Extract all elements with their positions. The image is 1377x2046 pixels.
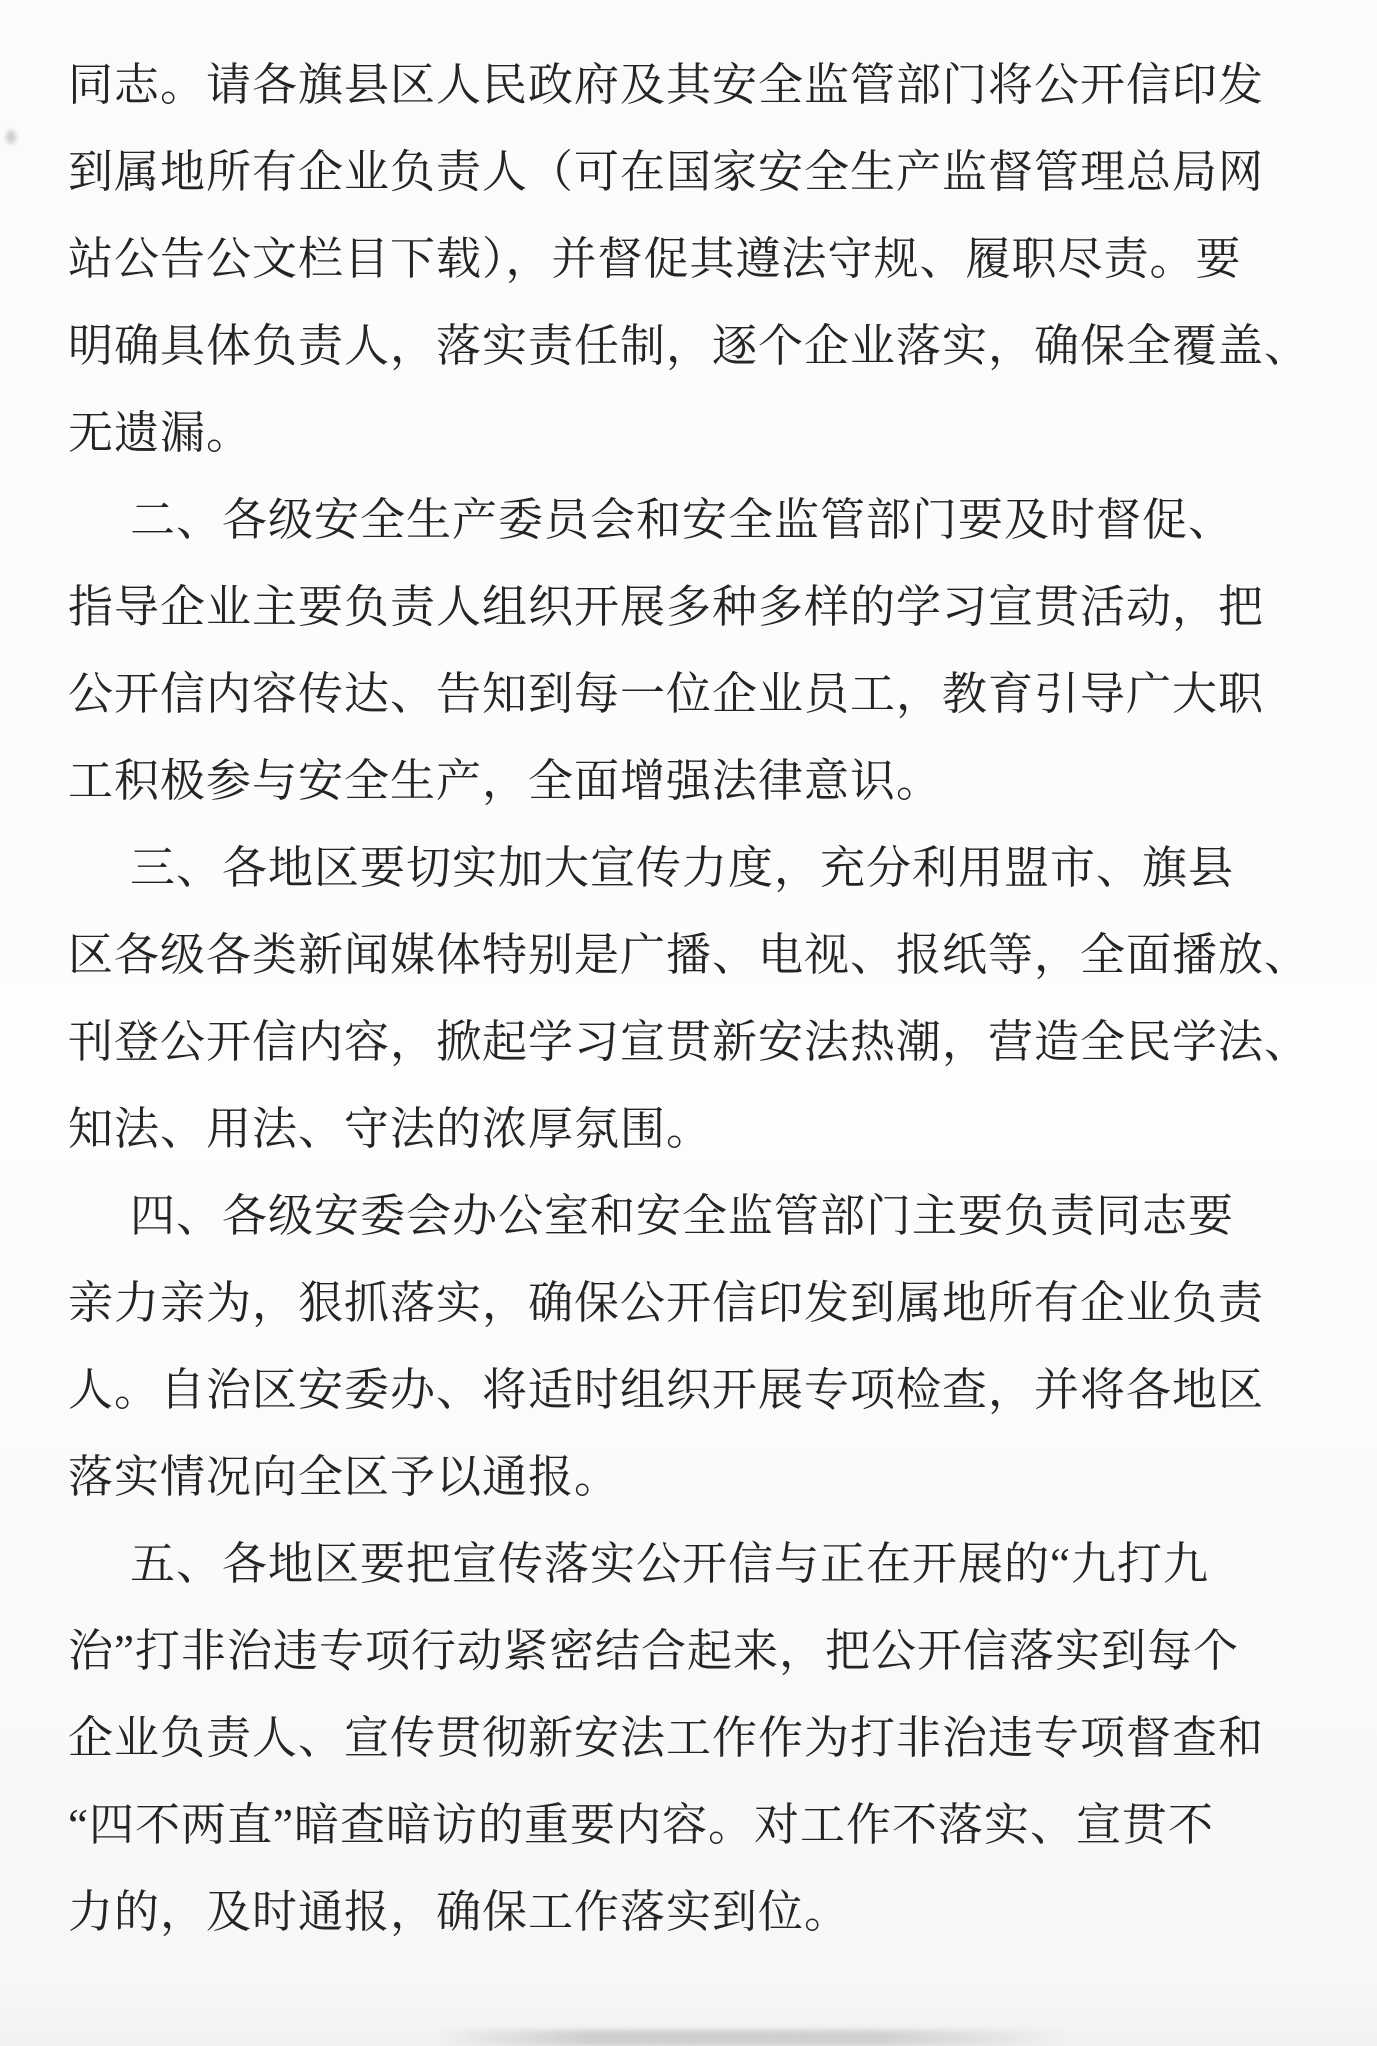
text-line: 刊登公开信内容，掀起学习宣贯新安法热潮，营造全民学法、: [68, 1017, 1311, 1067]
text-line: 力的，及时通报，确保工作落实到位。: [68, 1887, 851, 1937]
text-line: 二、各级安全生产委员会和安全监管部门要及时督促、: [130, 495, 1235, 545]
paragraph: [68, 477, 1317, 825]
paragraph: [68, 42, 1317, 477]
paragraph: [68, 1521, 1317, 1956]
text-line: 到属地所有企业负责人（可在国家安全生产监督管理总局网: [68, 147, 1265, 197]
text-line: 无遗漏。: [68, 408, 253, 458]
scan-artifact-bottom-smudge: [430, 2030, 1070, 2046]
text-line: 三、各地区要切实加大宣传力度，充分利用盟市、旗县: [130, 843, 1235, 893]
text-line: 企业负责人、宣传贯彻新安法工作作为打非治违专项督查和: [68, 1713, 1265, 1763]
text-line: 落实情况向全区予以通报。: [68, 1452, 621, 1502]
text-line: 公开信内容传达、告知到每一位企业员工，教育引导广大职: [68, 669, 1265, 719]
text-line: 区各级各类新闻媒体特别是广播、电视、报纸等，全面播放、: [68, 930, 1311, 980]
text-line: 五、各地区要把宣传落实公开信与正在开展的“九打九: [130, 1539, 1209, 1589]
text-line: 站公告公文栏目下载），并督促其遵法守规、履职尽责。要: [68, 234, 1242, 284]
text-line: 知法、用法、守法的浓厚氛围。: [68, 1104, 713, 1154]
text-line: “四不两直”暗查暗访的重要内容。对工作不落实、宣贯不: [68, 1800, 1214, 1850]
text-line: 明确具体负责人，落实责任制，逐个企业落实，确保全覆盖、: [68, 321, 1311, 371]
scan-artifact-left-speck: [6, 130, 16, 144]
text-line: 指导企业主要负责人组织开展多种多样的学习宣贯活动，把: [68, 582, 1265, 632]
text-line: 亲力亲为，狠抓落实，确保公开信印发到属地所有企业负责: [68, 1278, 1265, 1328]
text-line: 治”打非治违专项行动紧密结合起来，把公开信落实到每个: [68, 1626, 1239, 1676]
text-line: 工积极参与安全生产，全面增强法律意识。: [68, 756, 943, 806]
paragraph: [68, 825, 1317, 1173]
text-line: 人。自治区安委办、将适时组织开展专项检查，并将各地区: [68, 1365, 1265, 1415]
text-line: 四、各级安委会办公室和安全监管部门主要负责同志要: [130, 1191, 1235, 1241]
paragraph: [68, 1173, 1317, 1521]
document-body: [68, 42, 1317, 1956]
text-line: 同志。请各旗县区人民政府及其安全监管部门将公开信印发: [68, 60, 1265, 110]
